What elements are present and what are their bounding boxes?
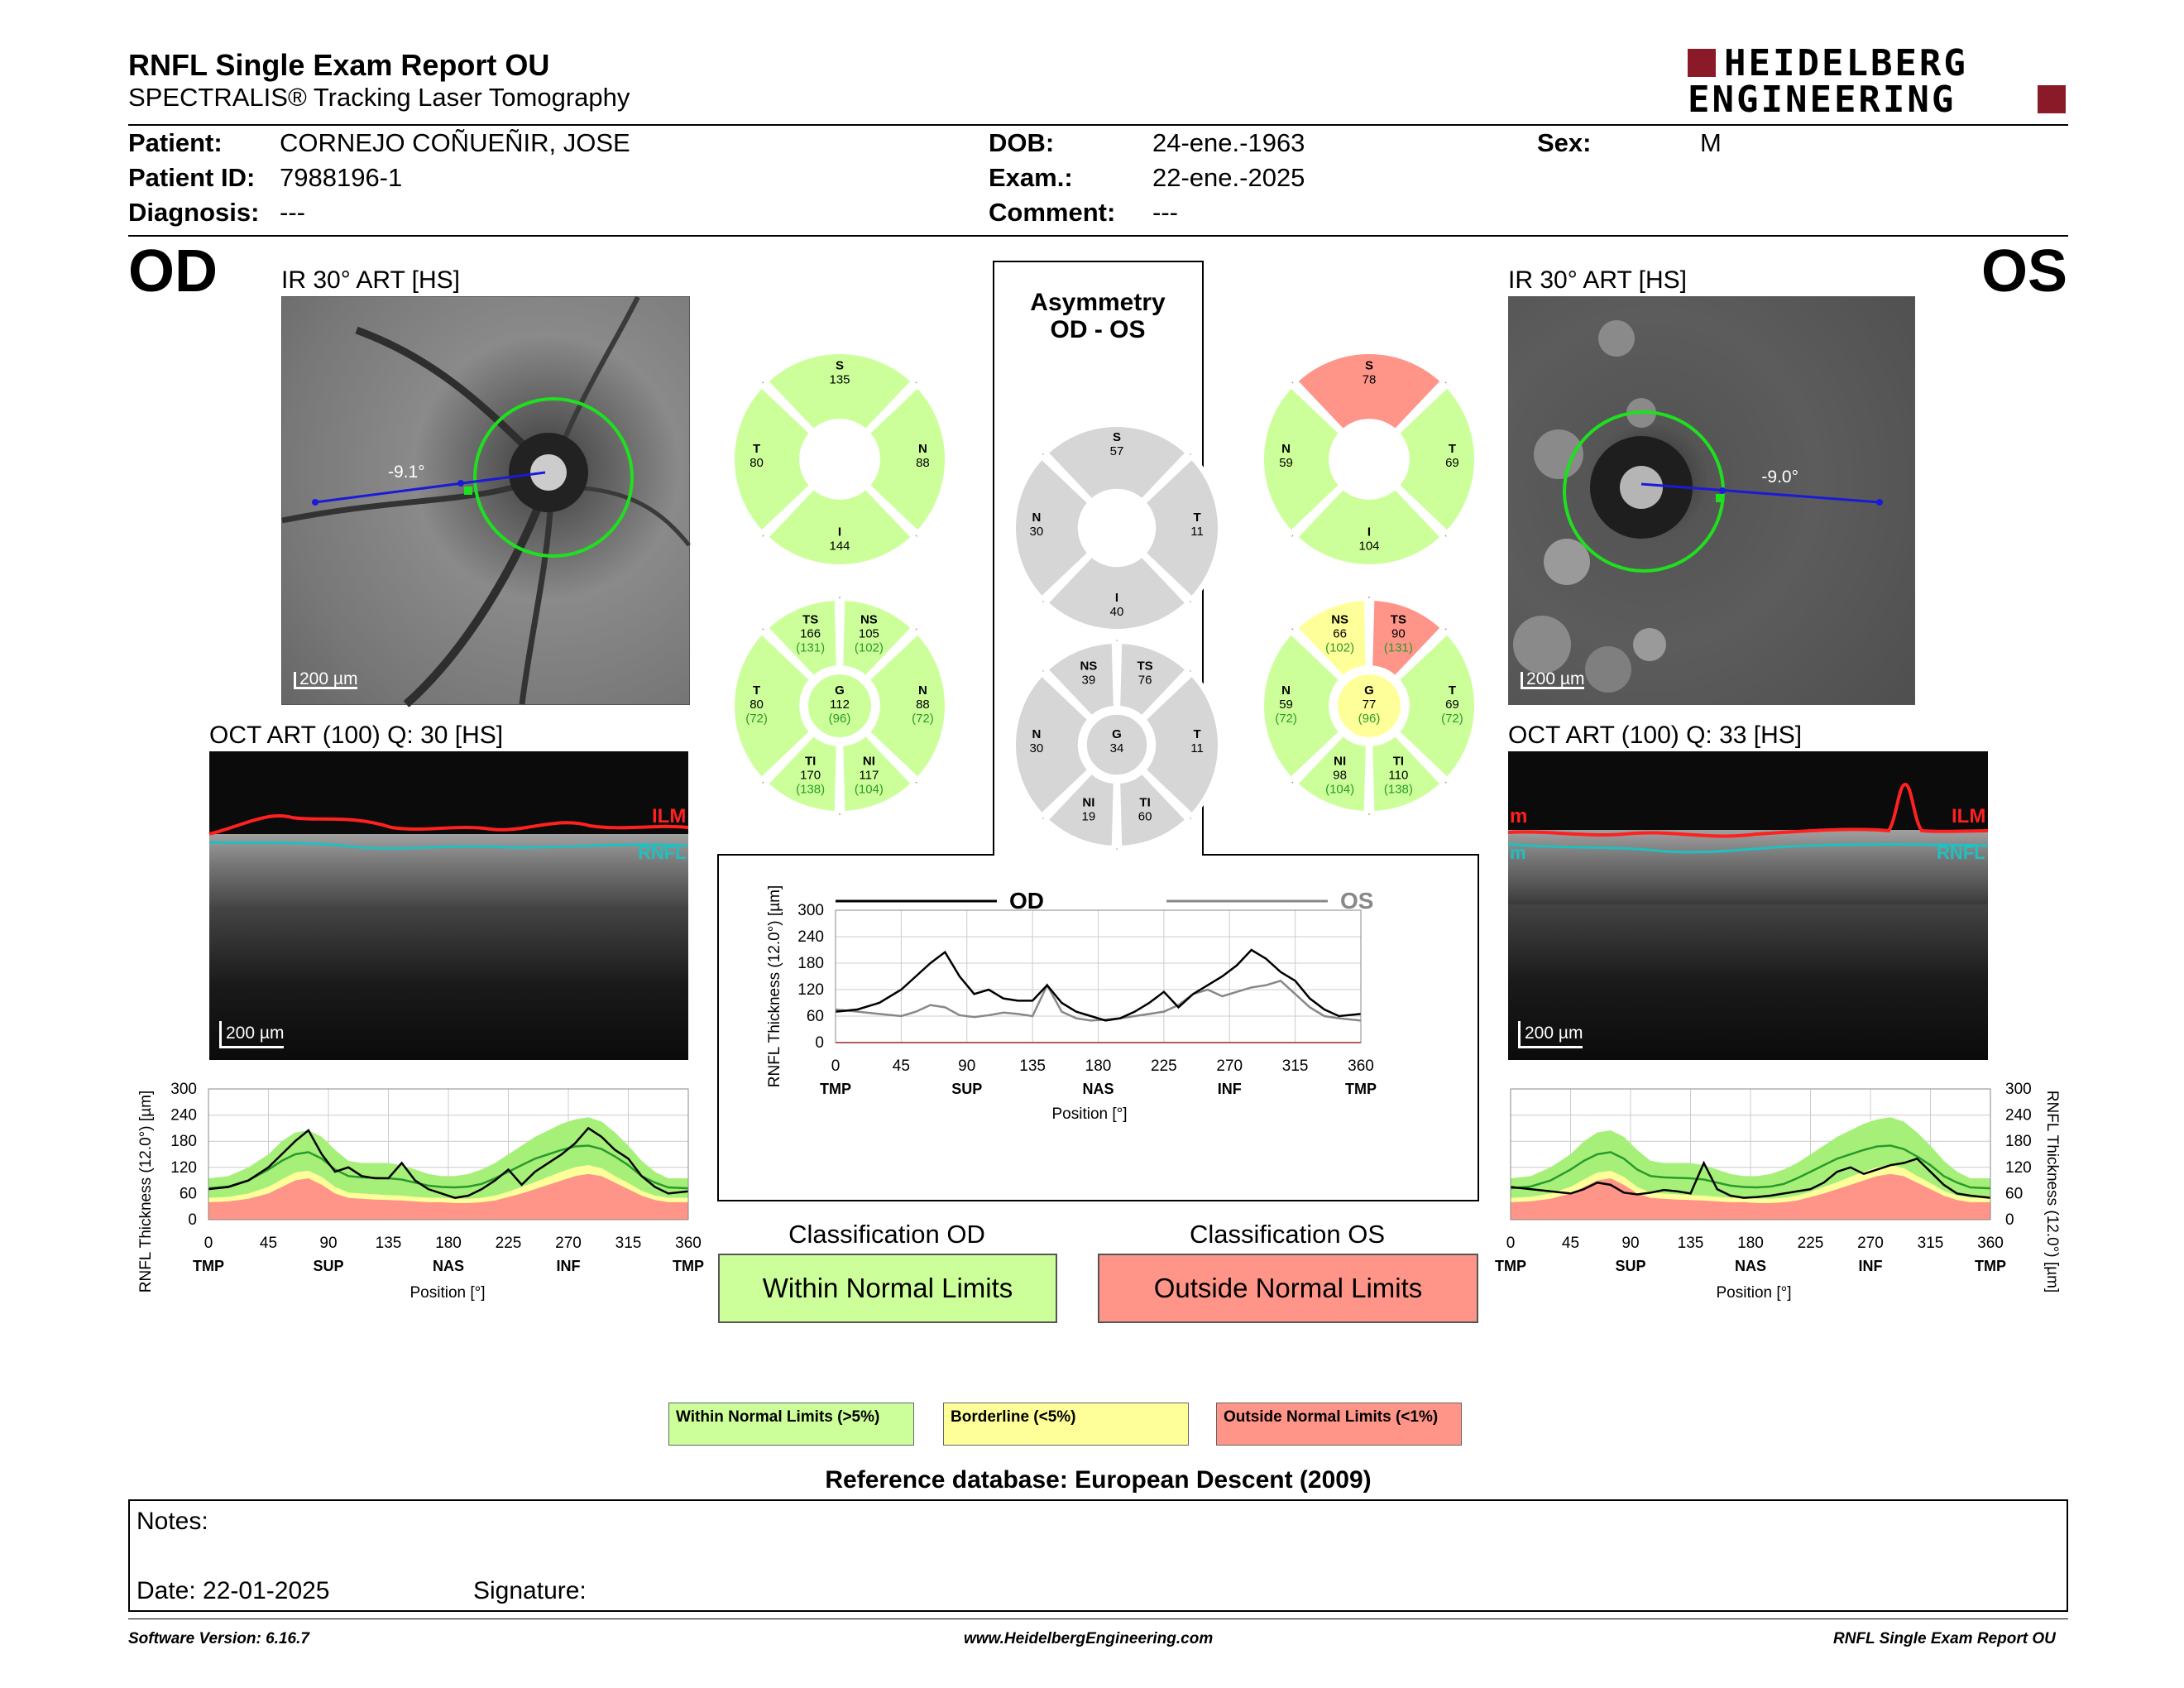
legend-os: OS [1340, 888, 1374, 914]
region-label: NAS [1734, 1258, 1767, 1274]
sector-label: NI [1334, 754, 1347, 769]
y-tick-label: 0 [815, 1034, 824, 1052]
sector-reference: (72) [912, 712, 934, 726]
od-eye-label: OD [128, 238, 218, 305]
asym-chart-ylabel: RNFL Thickness (12.0°) [µm] [766, 885, 783, 1088]
y-tick-label: 60 [2005, 1185, 2024, 1203]
notes-label: Notes: [136, 1508, 208, 1535]
sector-reference: (131) [796, 640, 826, 655]
od-fundus-image[interactable] [281, 296, 690, 705]
x-tick-label: 0 [204, 1235, 213, 1252]
os-oct-scale: 200 µm [1518, 1021, 1583, 1048]
os-four-sector-circle [1257, 348, 1481, 571]
dob: 24-ene.-1963 [1152, 128, 1305, 157]
region-label: TMP [820, 1081, 851, 1097]
date-label: Date: 22-01-2025 [136, 1577, 330, 1604]
sector-value: 30 [1029, 525, 1044, 539]
reference-database: Reference database: European Descent (2009) [825, 1466, 1372, 1494]
sector-label: G [1364, 683, 1374, 698]
od-oct-bscan[interactable] [209, 751, 688, 1060]
od-ir-caption: IR 30° ART [HS] [281, 266, 460, 294]
dob-label: DOB: [989, 128, 1055, 157]
sector-label: TS [802, 612, 819, 627]
od-oct-caption: OCT ART (100) Q: 30 [HS] [209, 722, 504, 749]
sector-label: G [835, 683, 845, 698]
sector-reference: (104) [854, 782, 884, 797]
region-label: TMP [193, 1258, 224, 1274]
sector-label: N [918, 442, 927, 456]
os-rnfl-label: RNFL [1937, 842, 1985, 863]
sector-value: 59 [1279, 456, 1293, 470]
x-tick-label: 225 [495, 1235, 522, 1252]
x-tick-label: 90 [1621, 1235, 1640, 1252]
y-tick-label: 60 [179, 1185, 197, 1203]
divider [128, 235, 2068, 237]
sector-reference: (72) [1275, 712, 1297, 726]
comment-label: Comment: [989, 198, 1116, 227]
sector-value: 98 [1333, 768, 1347, 783]
sector-value: 34 [1109, 741, 1124, 755]
asym-chart-xlabel: Position [°] [1051, 1105, 1128, 1123]
sector-value: 110 [1388, 768, 1409, 783]
od-chart-ylabel: RNFL Thickness (12.0°) [µm] [137, 1090, 155, 1293]
x-tick-label: 225 [1797, 1235, 1824, 1252]
region-label: NAS [1082, 1081, 1114, 1097]
sector-value: 112 [830, 698, 850, 712]
region-label: SUP [1615, 1258, 1646, 1274]
sector-value: 59 [1279, 698, 1293, 712]
classification-os-title: Classification OS [1189, 1220, 1386, 1249]
sector-reference: (138) [1383, 782, 1413, 797]
sector-reference: (102) [1325, 640, 1355, 655]
y-tick-label: 180 [2005, 1133, 2032, 1151]
asym-four-sector-circle [1009, 420, 1224, 635]
sector-label: TS [1137, 659, 1153, 674]
patient-label: Patient: [128, 128, 223, 157]
patient-id: 7988196-1 [280, 163, 403, 192]
sector-label: G [1112, 727, 1122, 741]
sector-value: 76 [1138, 673, 1152, 688]
region-label: TMP [1495, 1258, 1526, 1274]
os-fundus-image[interactable] [1508, 296, 1915, 705]
patient-name: CORNEJO COÑUEÑIR, JOSE [280, 128, 630, 157]
sector-value: 78 [1362, 372, 1377, 387]
x-tick-label: 360 [1977, 1235, 2004, 1252]
od-six-sector-circle [728, 594, 951, 818]
sector-value: 57 [1109, 444, 1124, 458]
sector-label: I [1367, 525, 1372, 539]
x-tick-label: 0 [1506, 1235, 1516, 1252]
od-chart-xlabel: Position [°] [410, 1284, 486, 1302]
region-label: INF [1858, 1258, 1883, 1274]
legend-normal: Within Normal Limits (>5%) [668, 1403, 914, 1446]
sector-label: NS [1080, 659, 1098, 674]
os-oct-caption: OCT ART (100) Q: 33 [HS] [1508, 722, 1803, 749]
os-six-sector-circle [1257, 594, 1481, 818]
x-tick-label: 45 [892, 1057, 910, 1075]
os-eye-label: OS [1981, 238, 2068, 305]
x-tick-label: 315 [615, 1235, 642, 1252]
sector-value: 144 [829, 539, 850, 554]
sector-value: 19 [1081, 809, 1096, 824]
report-subtitle: SPECTRALIS® Tracking Laser Tomography [128, 83, 630, 112]
od-oct-scale: 200 µm [219, 1021, 284, 1048]
sector-label: N [1032, 511, 1042, 525]
y-tick-label: 240 [2005, 1106, 2032, 1125]
od-angle-label: -9.1° [388, 463, 425, 482]
asymmetry-subtitle: OD - OS [1050, 316, 1146, 343]
os-rnfl-left-label: m [1510, 842, 1526, 863]
os-ir-caption: IR 30° ART [HS] [1508, 266, 1687, 294]
sector-reference: (131) [1383, 640, 1413, 655]
os-oct-bscan[interactable] [1508, 751, 1988, 1060]
x-tick-label: 45 [1561, 1235, 1580, 1252]
region-label: TMP [1345, 1081, 1377, 1097]
x-tick-label: 270 [1216, 1057, 1243, 1075]
os-angle-label: -9.0° [1761, 468, 1798, 487]
asym-six-sector-circle [1009, 637, 1224, 852]
classification-os-result: Outside Normal Limits [1098, 1254, 1478, 1323]
y-tick-label: 240 [797, 928, 824, 946]
y-tick-label: 120 [2005, 1158, 2032, 1177]
y-tick-label: 0 [2005, 1211, 2014, 1229]
heidelberg-logo: HEIDELBERG ENGINEERING [1688, 46, 2068, 118]
os-ilm-left-label: m [1510, 805, 1528, 827]
od-ilm-label: ILM [652, 805, 687, 827]
x-tick-label: 135 [375, 1235, 402, 1252]
sector-value: 88 [916, 456, 930, 470]
sector-value: 117 [859, 768, 879, 783]
sector-label: NS [860, 612, 878, 627]
y-tick-label: 0 [188, 1211, 197, 1229]
x-tick-label: 45 [259, 1235, 278, 1252]
exam-date: 22-ene.-2025 [1152, 163, 1305, 192]
os-ilm-label: ILM [1952, 805, 1986, 827]
os-chart-xlabel: Position [°] [1716, 1284, 1792, 1302]
sector-label: I [837, 525, 842, 539]
y-tick-label: 300 [2005, 1081, 2032, 1098]
sector-value: 66 [1333, 626, 1347, 641]
sector-value: 105 [858, 626, 879, 641]
x-tick-label: 315 [1917, 1235, 1944, 1252]
sector-value: 39 [1081, 673, 1096, 688]
region-label: TMP [673, 1258, 704, 1274]
sector-reference: (96) [1358, 712, 1381, 726]
x-tick-label: 360 [1348, 1057, 1374, 1075]
sector-reference: (72) [745, 712, 768, 726]
sector-label: S [1364, 358, 1374, 373]
region-label: INF [1217, 1081, 1242, 1097]
os-thickness-chart [1495, 1067, 2081, 1316]
sector-reference: (138) [796, 782, 826, 797]
x-tick-label: 270 [1857, 1235, 1884, 1252]
sector-value: 170 [800, 768, 821, 783]
region-label: NAS [432, 1258, 465, 1274]
classification-od-result: Within Normal Limits [718, 1254, 1057, 1323]
sector-label: T [1193, 511, 1201, 525]
sex: M [1700, 128, 1722, 157]
x-tick-label: 135 [1677, 1235, 1704, 1252]
sector-reference: (104) [1325, 782, 1355, 797]
sector-label: S [835, 358, 845, 373]
sector-label: N [918, 683, 927, 698]
sector-label: T [752, 683, 761, 698]
x-tick-label: 270 [555, 1235, 582, 1252]
divider [128, 1618, 2068, 1619]
sector-value: 88 [916, 698, 930, 712]
sector-label: T [1448, 442, 1457, 456]
notes-box[interactable] [128, 1499, 2068, 1612]
sector-value: 135 [829, 372, 850, 387]
footer-software: Software Version: 6.16.7 [128, 1630, 309, 1647]
report-title: RNFL Single Exam Report OU [128, 48, 550, 82]
sector-label: N [1281, 442, 1291, 456]
sector-label: TI [804, 754, 817, 769]
sector-label: TS [1390, 612, 1406, 627]
region-label: SUP [951, 1081, 983, 1097]
sector-label: NI [862, 754, 875, 769]
sector-label: TI [1139, 795, 1151, 810]
legend-outside: Outside Normal Limits (<1%) [1216, 1403, 1462, 1446]
sector-value: 90 [1391, 626, 1406, 641]
patient-id-label: Patient ID: [128, 163, 256, 192]
footer-report: RNFL Single Exam Report OU [1833, 1630, 2056, 1647]
od-thickness-chart [132, 1067, 703, 1316]
x-tick-label: 315 [1281, 1057, 1309, 1075]
sector-label: S [1112, 429, 1122, 444]
x-tick-label: 360 [675, 1235, 702, 1252]
legend-od: OD [1009, 888, 1044, 914]
region-label: INF [556, 1258, 581, 1274]
x-tick-label: 90 [958, 1057, 976, 1075]
sector-value: 11 [1190, 525, 1204, 539]
sector-label: TI [1392, 754, 1405, 769]
y-tick-label: 180 [170, 1133, 197, 1151]
y-tick-label: 60 [806, 1008, 824, 1025]
sector-value: 80 [750, 698, 764, 712]
sector-reference: (102) [854, 640, 884, 655]
comment: --- [1152, 198, 1178, 227]
sector-reference: (72) [1441, 712, 1463, 726]
signature-label: Signature: [473, 1577, 587, 1604]
y-tick-label: 120 [797, 981, 824, 999]
region-label: SUP [313, 1258, 344, 1274]
sector-label: T [752, 442, 761, 456]
sector-reference: (96) [828, 712, 851, 726]
sector-value: 60 [1138, 809, 1152, 824]
sector-label: N [1032, 727, 1042, 741]
sector-label: I [1114, 591, 1119, 606]
legend-borderline: Borderline (<5%) [943, 1403, 1189, 1446]
y-tick-label: 300 [797, 902, 824, 919]
sector-value: 77 [1362, 698, 1377, 712]
region-label: TMP [1975, 1258, 2006, 1274]
sector-value: 80 [750, 456, 764, 470]
classification-od-title: Classification OD [788, 1220, 985, 1249]
x-tick-label: 225 [1151, 1057, 1177, 1075]
sector-value: 104 [1358, 539, 1380, 554]
sector-value: 40 [1109, 605, 1124, 620]
x-tick-label: 180 [1737, 1235, 1764, 1252]
sector-label: NI [1082, 795, 1095, 810]
x-tick-label: 180 [1085, 1057, 1112, 1075]
diagnosis-label: Diagnosis: [128, 198, 260, 227]
asymmetry-title: Asymmetry [1030, 289, 1166, 316]
sex-label: Sex: [1537, 128, 1592, 157]
x-tick-label: 135 [1019, 1057, 1046, 1075]
sector-label: N [1281, 683, 1291, 698]
y-tick-label: 120 [170, 1158, 197, 1177]
y-tick-label: 180 [797, 955, 824, 972]
sector-value: 30 [1029, 741, 1044, 755]
x-tick-label: 90 [319, 1235, 338, 1252]
sector-label: T [1193, 727, 1201, 741]
sector-value: 166 [800, 626, 821, 641]
os-chart-ylabel: RNFL Thickness (12.0°) [µm] [2043, 1090, 2061, 1293]
y-tick-label: 240 [170, 1106, 197, 1125]
os-ir-scale: 200 µm [1521, 672, 1584, 689]
sector-label: T [1448, 683, 1457, 698]
asymmetry-chart [728, 879, 1473, 1127]
sector-value: 11 [1190, 741, 1204, 755]
sector-value: 69 [1445, 698, 1459, 712]
x-tick-label: 180 [435, 1235, 462, 1252]
exam-label: Exam.: [989, 163, 1073, 192]
x-tick-label: 0 [831, 1057, 841, 1075]
od-rnfl-label: RNFL [638, 842, 687, 863]
sector-label: NS [1331, 612, 1349, 627]
y-tick-label: 300 [170, 1081, 197, 1098]
divider [128, 124, 2068, 126]
od-ir-scale: 200 µm [294, 672, 357, 689]
diagnosis: --- [280, 198, 305, 227]
sector-value: 69 [1445, 456, 1459, 470]
od-four-sector-circle [728, 348, 951, 571]
footer-website[interactable]: www.HeidelbergEngineering.com [964, 1630, 1214, 1647]
